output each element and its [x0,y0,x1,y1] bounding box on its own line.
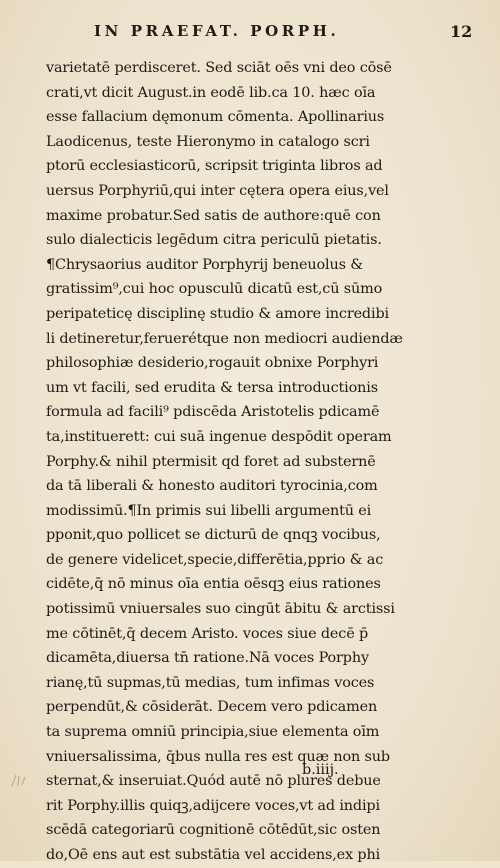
text-line: um vt facili, sed erudita & tersa introductionis [46,379,378,396]
text-line: ta suprema omniū principia,siue elementa oīm [46,724,380,741]
text-line: Laodicenus, teste Hieronymo in catalogo scri [46,133,370,150]
text-line: gratissim⁹,cui hoc opusculū dicatū est,cū sūmo [46,281,383,298]
text-line: peripateticę disciplinę studio & amore incredibi [46,305,389,322]
text-line: perpendūt,& cōsiderāt. Decem vero pdicamen [46,699,378,716]
text-line: scēdā categoriarū cognitionē cōtēdūt,sic osten [46,822,381,839]
text-line: pponit,quo pollicet se dicturū de qnqꝫ vocibus, [46,527,381,544]
running-head: IN PRAEFAT. PORPH. [94,22,340,40]
text-line: philosophiæ desiderio,rogauit obnixe Porphyri [46,355,379,372]
margin-stain [10,772,28,788]
text-line: esse fallacium dęmonum cōmenta. Apollinarius [46,109,385,126]
text-line: da tā liberali & honesto auditori tyrocinia,com [46,478,378,495]
signature-mark: b.iiij. [302,762,339,778]
text-line: crati,vt dicit August.in eodē lib.ca 10. hæc oīa [46,84,376,101]
text-line: li detineretur,feruerétque non mediocri audiendæ [46,330,403,347]
text-line: sulo dialecticis legēdum citra periculū pietatis. [46,232,382,249]
text-line: potissimū vniuersales suo cingūt ābitu & arctissi [46,601,395,618]
text-line: rianę,tū supmas,tū medias, tum infimas voces [46,674,375,691]
text-line: ptorū ecclesiasticorū, scripsit triginta libros ad [46,158,383,175]
text-line: sternat,& inseruiat.Quód autē nō plures debue [46,773,381,790]
text-line: varietatē perdisceret. Sed sciāt oēs vni deo cōsē [46,60,392,76]
text-line: ta,instituerett: cui suā ingenue despōdit operam [46,428,392,445]
text-line: de genere videlicet,specie,differētia,pprio & ac [46,551,384,568]
text-line: cidēte,q̄ nō minus oīa entia oēsqꝫ eius rationes [46,576,381,593]
text-line: formula ad facili⁹ pdiscēda Aristotelis pdicamē [46,404,380,421]
text-line: me cōtinēt,q̄ decem Aristo. voces siue decē p̄ [46,625,369,642]
text-line: do,Oē ens aut est substātia vel accidens,ex phi [46,847,381,863]
text-line: dicamēta,diuersa tn̄ ratione.Nā voces Porphy [46,650,369,667]
text-line: uersus Porphyriū,qui inter cętera opera eius,vel [46,182,389,199]
text-line: Porphy.& nihil ptermisit qd foret ad substernē [46,453,376,470]
text-line: modissimū.¶In primis sui libelli argumentū ei [46,502,372,519]
body-text [46,56,430,868]
text-line: maxime probatur.Sed satis de authore:quē con [46,207,381,224]
text-line: rit Porphy.illis quiqꝫ,adijcere voces,vt ad indipi [46,797,380,814]
page-number: 12 [450,22,473,41]
text-line: vniuersalissima, q̄bus nulla res est quæ non sub [46,748,390,765]
page-header [0,22,500,46]
text-line: ¶Chrysaorius auditor Porphyrij beneuolus & [46,256,363,273]
